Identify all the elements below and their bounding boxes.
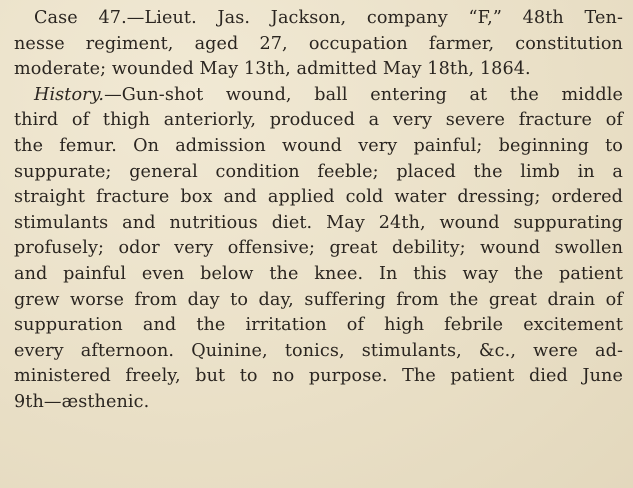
history-line-8: and painful even below the knee. In this way the patient: [14, 263, 623, 284]
history-line-13: 9th—æsthenic.: [14, 391, 150, 412]
history-line-4: suppurate; general condition feeble; placed the limb in a: [14, 161, 623, 182]
history-line-3: the femur. On admission wound very painful; beginning to: [14, 135, 623, 156]
history-line-10: suppuration and the irritation of high febrile excitement: [14, 315, 623, 336]
history-line-6: stimulants and nutritious diet. May 24th, wound suppurating: [14, 212, 623, 233]
history-line-7: profusely; odor very offensive; great debility; wound swollen: [14, 238, 623, 259]
history-line-12: ministered freely, but to no purpose. The patient died June: [14, 366, 623, 387]
history-line-1-text: —Gun-shot wound, ball entering at the middle: [104, 84, 623, 105]
history-line-1: [14, 83, 623, 109]
history-label: History.: [34, 84, 105, 105]
case-heading-line-3: moderate; wounded May 13th, admitted May 18th, 1864.: [14, 59, 531, 80]
history-line-5: straight fracture box and applied cold water dressing; ordered: [14, 187, 623, 208]
case-heading-line-2: nesse regiment, aged 27, occupation farmer, constitution: [14, 33, 623, 54]
history-line-9: grew worse from day to day, suffering from the great drain of: [14, 289, 623, 310]
history-line-2: third of thigh anteriorly, produced a very severe fracture of: [14, 110, 623, 131]
history-line-11: every afternoon. Quinine, tonics, stimulants, &c., were ad-: [14, 340, 623, 361]
case-heading-line-1: Case 47.—Lieut. Jas. Jackson, company “F,” 48th Ten-: [34, 8, 623, 28]
